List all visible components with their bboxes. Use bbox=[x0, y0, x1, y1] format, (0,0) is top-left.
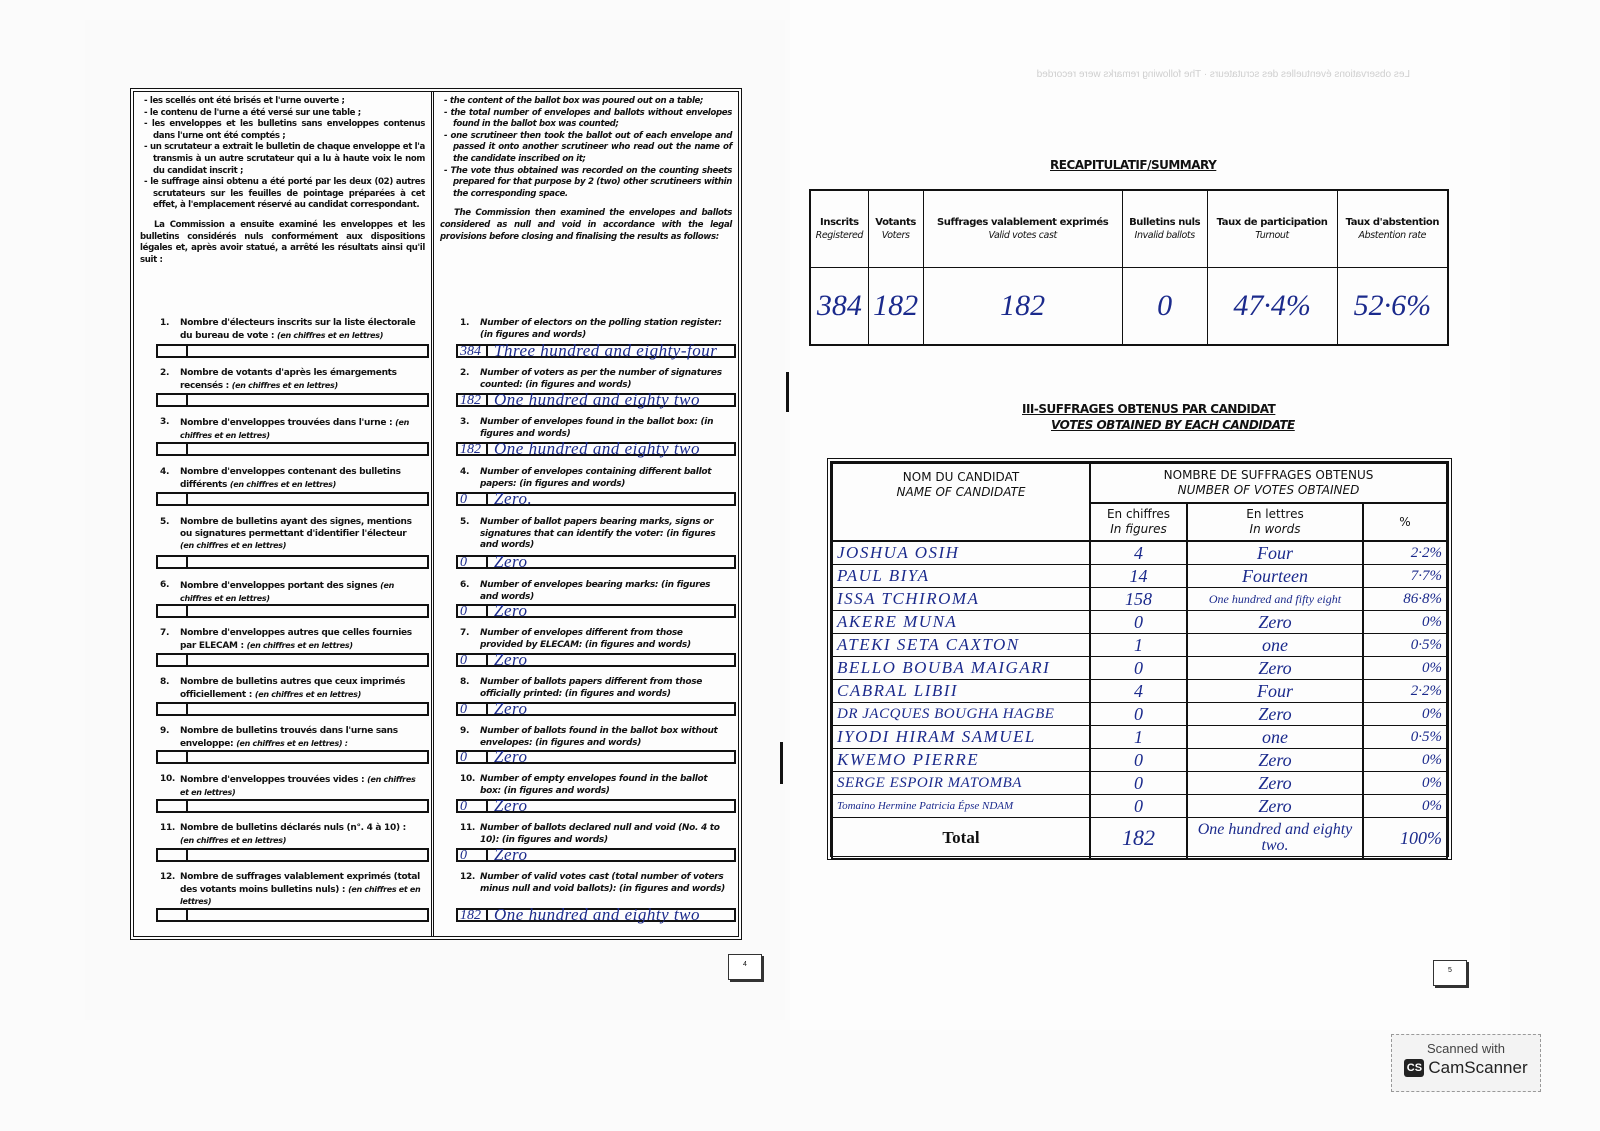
english-answer-box-5[interactable] bbox=[456, 552, 736, 571]
french-question-4 bbox=[140, 467, 425, 491]
answer-words: Zero bbox=[494, 796, 528, 815]
question-number: 7. bbox=[460, 628, 470, 638]
bleed-through-text: Les observations éventuelles des scrutateurs · The following remarks were recorded bbox=[1036, 69, 1410, 80]
question-text: Number of ballots papers different from those officially printed: (in figures and words) bbox=[480, 677, 703, 699]
question-number: 12. bbox=[160, 872, 176, 882]
question-text: Nombre de bulletins trouvés dans l'urne sans enveloppe: (en chiffres et en lettres) : bbox=[180, 726, 398, 749]
question-text: Number of ballots declared null and void (No. 4 to 10): (in figures and words) bbox=[480, 823, 720, 845]
question-text: Nombre d'enveloppes autres que celles fournies par ELECAM : (en chiffres et en lettres) bbox=[180, 628, 412, 651]
question-number: 3. bbox=[460, 417, 470, 427]
question-number: 2. bbox=[160, 368, 170, 378]
english-intro-paragraph: The Commission then examined the envelopes and ballots considered as null and void in accordance with the legal provisions before closing and finalising the results as follows: bbox=[440, 208, 732, 242]
candidates-table-frame bbox=[827, 458, 1452, 860]
candidate-figures: 0 bbox=[1090, 611, 1187, 634]
french-question-10 bbox=[140, 774, 425, 799]
answer-words: Zero bbox=[494, 601, 528, 620]
question-text: Number of voters as per the number of signatures counted: (in figures and words) bbox=[480, 368, 722, 390]
candidate-name: DR JACQUES BOUGHA HAGBE bbox=[832, 703, 1090, 726]
french-answer-box-5[interactable] bbox=[156, 555, 429, 569]
question-text: Number of valid votes cast (total number of voters minus null and void ballots): (in figures and words) bbox=[480, 872, 725, 894]
french-bullet: - les scellés ont été brisés et l'urne ouverte ; bbox=[144, 96, 425, 108]
answer-figure: 0 bbox=[458, 606, 488, 616]
question-text: Number of envelopes containing different ballot papers: (in figures and words) bbox=[480, 467, 712, 489]
candidate-name: ATEKI SETA CAXTON bbox=[832, 634, 1090, 657]
minutes-form bbox=[130, 88, 742, 940]
candidate-row bbox=[832, 749, 1447, 772]
english-answer-box-4[interactable] bbox=[456, 489, 736, 508]
total-words: One hundred and eighty two. bbox=[1187, 818, 1363, 859]
page-number-left: 4 bbox=[728, 954, 762, 980]
english-answer-box-10[interactable] bbox=[456, 796, 736, 815]
answer-words: One hundred and eighty two bbox=[494, 439, 700, 458]
candidate-name: KWEMO PIERRE bbox=[832, 749, 1090, 772]
question-number: 8. bbox=[160, 677, 170, 687]
french-answer-box-3[interactable] bbox=[156, 442, 429, 456]
watermark-brand: CamScanner bbox=[1428, 1058, 1528, 1077]
candidate-figures: 0 bbox=[1090, 657, 1187, 680]
question-text: Nombre d'enveloppes portant des signes (en chiffres et en lettres) bbox=[180, 581, 395, 603]
english-question-12 bbox=[440, 872, 732, 895]
candidate-name: Tomaino Hermine Patricia Épse NDAM bbox=[832, 795, 1090, 818]
candidate-words: Four bbox=[1187, 680, 1363, 703]
candidate-words: Zero bbox=[1187, 795, 1363, 818]
header-votes-obtained: NOMBRE DE SUFFRAGES OBTENUS NUMBER OF VOTES OBTAINED bbox=[1090, 463, 1447, 503]
french-column bbox=[134, 92, 434, 936]
french-answer-box-11[interactable] bbox=[156, 848, 429, 862]
french-answer-box-2[interactable] bbox=[156, 393, 429, 407]
english-answer-box-8[interactable] bbox=[456, 699, 736, 718]
summary-registered-value: 384 bbox=[810, 268, 868, 346]
french-question-3 bbox=[140, 417, 425, 442]
english-answer-box-3[interactable] bbox=[456, 439, 736, 458]
candidate-row bbox=[832, 772, 1447, 795]
french-answer-box-8[interactable] bbox=[156, 702, 429, 716]
candidates-table bbox=[831, 462, 1448, 859]
french-question-8 bbox=[140, 677, 425, 701]
answer-words: Zero. bbox=[494, 489, 533, 508]
english-bullet: - one scrutineer then took the ballot out of each envelope and passed it onto another scrutineer who read out the name of the candidate inscribed on it; bbox=[444, 131, 732, 166]
candidate-words: one bbox=[1187, 634, 1363, 657]
candidate-row bbox=[832, 703, 1447, 726]
candidate-words: Four bbox=[1187, 541, 1363, 565]
candidate-row bbox=[832, 680, 1447, 703]
answer-figure: 0 bbox=[458, 850, 488, 860]
candidate-figures: 0 bbox=[1090, 772, 1187, 795]
candidate-row bbox=[832, 588, 1447, 611]
total-percent: 100% bbox=[1363, 818, 1447, 859]
french-question-2 bbox=[140, 368, 425, 392]
candidate-figures: 4 bbox=[1090, 680, 1187, 703]
english-answer-box-6[interactable] bbox=[456, 601, 736, 620]
summary-header-abstention: Taux d'abstention Abstention rate bbox=[1337, 190, 1448, 268]
candidate-words: Fourteen bbox=[1187, 565, 1363, 588]
total-label: Total bbox=[832, 818, 1090, 859]
french-question-6 bbox=[140, 580, 425, 605]
english-question-5 bbox=[440, 517, 732, 552]
english-bullet: - the content of the ballot box was poured out on a table; bbox=[444, 96, 732, 108]
answer-words: Zero bbox=[494, 747, 528, 766]
question-number: 1. bbox=[160, 318, 170, 328]
french-question-11 bbox=[140, 823, 425, 847]
question-number: 5. bbox=[160, 517, 170, 527]
question-number: 8. bbox=[460, 677, 470, 687]
answer-figure: 384 bbox=[458, 346, 488, 356]
question-text: Number of electors on the polling station register: (in figures and words) bbox=[480, 318, 722, 340]
question-text: Nombre d'enveloppes trouvées vides : (en chiffres et en lettres) bbox=[180, 775, 416, 797]
candidate-percent: 0% bbox=[1363, 657, 1447, 680]
candidate-name: IYODI HIRAM SAMUEL bbox=[832, 726, 1090, 749]
french-bullet: - les enveloppes et les bulletins sans enveloppes contenus dans l'urne ont été comptés ; bbox=[144, 119, 425, 142]
english-bullet: - the total number of envelopes and ballots without envelopes found in the ballot box was counted; bbox=[444, 108, 732, 131]
french-question-9 bbox=[140, 726, 425, 750]
question-text: Nombre de bulletins ayant des signes, mentions ou signatures permettant d'identifier l'électeur (en chiffres et en lettres) bbox=[180, 517, 412, 550]
question-number: 11. bbox=[160, 823, 176, 833]
header-words: En lettres In words bbox=[1187, 503, 1363, 541]
french-intro bbox=[140, 96, 425, 266]
candidate-percent: 0% bbox=[1363, 611, 1447, 634]
english-question-2 bbox=[440, 368, 732, 391]
candidate-words: Zero bbox=[1187, 657, 1363, 680]
french-answer-box-10[interactable] bbox=[156, 799, 429, 813]
question-text: Nombre de suffrages valablement exprimés (total des votants moins bulletins nuls) : (en chiffres et en lettres) bbox=[180, 872, 421, 906]
question-number: 4. bbox=[160, 467, 170, 477]
candidate-figures: 14 bbox=[1090, 565, 1187, 588]
french-bullet: - un scrutateur a extrait le bulletin de chaque enveloppe et l'a transmis à un autre scrutateur qui a lu à haute voix le nom du candidat inscrit ; bbox=[144, 142, 425, 177]
candidate-figures: 1 bbox=[1090, 726, 1187, 749]
candidate-figures: 1 bbox=[1090, 634, 1187, 657]
candidate-figures: 4 bbox=[1090, 541, 1187, 565]
english-answer-box-11[interactable] bbox=[456, 845, 736, 864]
english-intro bbox=[440, 96, 732, 243]
question-text: Nombre de votants d'après les émargements recensés : (en chiffres et en lettres) bbox=[180, 368, 397, 391]
question-text: Number of envelopes different from those provided by ELECAM: (in figures and words) bbox=[480, 628, 691, 650]
question-number: 5. bbox=[460, 517, 470, 527]
english-question-11 bbox=[440, 823, 732, 846]
candidate-row bbox=[832, 657, 1447, 680]
candidates-title-fr: III-SUFFRAGES OBTENUS PAR CANDIDAT bbox=[1022, 402, 1276, 416]
answer-figure: 182 bbox=[458, 444, 488, 454]
candidate-percent: 0·5% bbox=[1363, 634, 1447, 657]
question-text: Nombre d'électeurs inscrits sur la liste électorale du bureau de vote : (en chiffres et en lettres) bbox=[180, 318, 416, 341]
candidate-percent: 0% bbox=[1363, 749, 1447, 772]
answer-figure: 0 bbox=[458, 494, 488, 504]
english-question-7 bbox=[440, 628, 732, 651]
candidate-percent: 0% bbox=[1363, 795, 1447, 818]
total-row bbox=[832, 818, 1447, 859]
french-bullet: - le suffrage ainsi obtenu a été porté par les deux (02) autres scrutateurs sur les feuilles de pointage préparées à cet effet, à l'emplacement réservé au candidat correspondant. bbox=[144, 177, 425, 212]
summary-turnout-value: 47·4% bbox=[1207, 268, 1337, 346]
answer-words: Zero bbox=[494, 552, 528, 571]
question-number: 10. bbox=[460, 774, 476, 784]
summary-table bbox=[809, 189, 1449, 346]
english-column bbox=[434, 92, 738, 936]
candidates-title-en: VOTES OBTAINED BY EACH CANDIDATE bbox=[1051, 418, 1295, 432]
french-question-12 bbox=[140, 872, 425, 909]
summary-header-registered: Inscrits Registered bbox=[810, 190, 868, 268]
question-text: Number of envelopes bearing marks: (in figures and words) bbox=[480, 580, 711, 602]
french-answer-box-9[interactable] bbox=[156, 750, 429, 764]
candidate-percent: 86·8% bbox=[1363, 588, 1447, 611]
candidate-figures: 0 bbox=[1090, 749, 1187, 772]
question-text: Nombre d'enveloppes trouvées dans l'urne : (en chiffres et en lettres) bbox=[180, 418, 410, 440]
watermark-line1: Scanned with bbox=[1426, 1041, 1506, 1056]
candidate-percent: 2·2% bbox=[1363, 541, 1447, 565]
candidate-name: CABRAL LIBII bbox=[832, 680, 1090, 703]
candidate-name: JOSHUA OSIH bbox=[832, 541, 1090, 565]
english-question-8 bbox=[440, 677, 732, 700]
candidate-row bbox=[832, 726, 1447, 749]
french-question-5 bbox=[140, 517, 425, 553]
summary-abstention-value: 52·6% bbox=[1337, 268, 1448, 346]
answer-figure: 0 bbox=[458, 557, 488, 567]
candidate-figures: 0 bbox=[1090, 795, 1187, 818]
candidate-name: BELLO BOUBA MAIGARI bbox=[832, 657, 1090, 680]
header-candidate-name: NOM DU CANDIDAT NAME OF CANDIDATE bbox=[832, 463, 1090, 541]
watermark-line2 bbox=[1392, 1058, 1540, 1078]
candidate-words: one bbox=[1187, 726, 1363, 749]
summary-header-voters: Votants Voters bbox=[868, 190, 923, 268]
summary-valid-votes-value: 182 bbox=[923, 268, 1122, 346]
english-answer-box-1[interactable] bbox=[456, 341, 736, 360]
answer-words: Zero bbox=[494, 699, 528, 718]
summary-header-valid-votes: Suffrages valablement exprimés Valid votes cast bbox=[923, 190, 1122, 268]
question-text: Number of ballots found in the ballot box without envelopes: (in figures and words) bbox=[480, 726, 718, 748]
answer-figure: 0 bbox=[458, 655, 488, 665]
candidate-row bbox=[832, 795, 1447, 818]
candidate-words: One hundred and fifty eight bbox=[1187, 588, 1363, 611]
question-number: 2. bbox=[460, 368, 470, 378]
answer-words: Zero bbox=[494, 845, 528, 864]
question-number: 3. bbox=[160, 417, 170, 427]
candidate-figures: 158 bbox=[1090, 588, 1187, 611]
english-question-6 bbox=[440, 580, 732, 603]
question-number: 1. bbox=[460, 318, 470, 328]
candidate-figures: 0 bbox=[1090, 703, 1187, 726]
answer-figure: 182 bbox=[458, 910, 488, 920]
french-bullet: - le contenu de l'urne a été versé sur une table ; bbox=[144, 108, 425, 120]
english-answer-box-7[interactable] bbox=[456, 650, 736, 669]
camscanner-watermark bbox=[1391, 1034, 1541, 1092]
french-answer-box-6[interactable] bbox=[156, 604, 429, 618]
english-answer-box-12[interactable] bbox=[456, 905, 736, 924]
english-bullet: - The vote thus obtained was recorded on the counting sheets prepared for that purpose by 2 (two) other scrutineers within the corresponding space. bbox=[444, 166, 732, 201]
french-intro-paragraph: La Commission a ensuite examiné les enveloppes et les bulletins considérés nuls conformément aux dispositions légales et, après avoir statué, a arrêté les résultats ainsi qu'il suit : bbox=[140, 219, 425, 265]
candidate-row bbox=[832, 541, 1447, 565]
answer-figure: 0 bbox=[458, 801, 488, 811]
answer-figure: 0 bbox=[458, 752, 488, 762]
summary-header-row bbox=[810, 190, 1448, 268]
question-number: 4. bbox=[460, 467, 470, 477]
question-number: 12. bbox=[460, 872, 476, 882]
question-number: 7. bbox=[160, 628, 170, 638]
answer-words: Zero bbox=[494, 650, 528, 669]
question-text: Nombre d'enveloppes contenant des bulletins différents (en chiffres et en lettres) bbox=[180, 467, 401, 490]
candidate-words: Zero bbox=[1187, 703, 1363, 726]
question-number: 9. bbox=[160, 726, 170, 736]
candidate-name: ISSA TCHIROMA bbox=[832, 588, 1090, 611]
question-text: Number of envelopes found in the ballot box: (in figures and words) bbox=[480, 417, 714, 439]
page-number-right: 5 bbox=[1433, 960, 1467, 986]
question-text: Nombre de bulletins autres que ceux imprimés officiellement : (en chiffres et en lettres) bbox=[180, 677, 406, 700]
answer-words: One hundred and eighty two bbox=[494, 390, 700, 409]
question-text: Number of empty envelopes found in the ballot box: (in figures and words) bbox=[480, 774, 708, 796]
french-answer-box-7[interactable] bbox=[156, 653, 429, 667]
english-question-10 bbox=[440, 774, 732, 797]
summary-invalid-value: 0 bbox=[1122, 268, 1207, 346]
english-question-4 bbox=[440, 467, 732, 490]
candidate-row bbox=[832, 565, 1447, 588]
candidate-percent: 0·5% bbox=[1363, 726, 1447, 749]
question-text: Number of ballot papers bearing marks, signs or signatures that can identify the voter: (in figures and words) bbox=[480, 517, 716, 550]
candidate-percent: 0% bbox=[1363, 703, 1447, 726]
question-number: 6. bbox=[460, 580, 470, 590]
english-answer-box-2[interactable] bbox=[456, 390, 736, 409]
binding-mark bbox=[786, 372, 789, 412]
total-figures: 182 bbox=[1090, 818, 1187, 859]
camscanner-logo-icon: CS bbox=[1404, 1059, 1424, 1077]
english-question-9 bbox=[440, 726, 732, 749]
candidate-words: Zero bbox=[1187, 611, 1363, 634]
summary-header-turnout: Taux de participation Turnout bbox=[1207, 190, 1337, 268]
candidate-percent: 2·2% bbox=[1363, 680, 1447, 703]
english-question-1 bbox=[440, 318, 732, 341]
candidate-name: PAUL BIYA bbox=[832, 565, 1090, 588]
french-question-7 bbox=[140, 628, 425, 652]
french-question-1 bbox=[140, 318, 425, 342]
candidate-words: Zero bbox=[1187, 772, 1363, 795]
binding-mark bbox=[780, 742, 783, 784]
question-number: 6. bbox=[160, 580, 170, 590]
french-answer-box-1[interactable] bbox=[156, 344, 429, 358]
question-number: 10. bbox=[160, 774, 176, 784]
question-number: 9. bbox=[460, 726, 470, 736]
english-answer-box-9[interactable] bbox=[456, 747, 736, 766]
candidate-name: AKERE MUNA bbox=[832, 611, 1090, 634]
candidate-percent: 7·7% bbox=[1363, 565, 1447, 588]
candidate-name: SERGE ESPOIR MATOMBA bbox=[832, 772, 1090, 795]
question-number: 11. bbox=[460, 823, 476, 833]
summary-title: RECAPITULATIF/SUMMARY bbox=[1050, 158, 1217, 172]
candidate-row bbox=[832, 611, 1447, 634]
french-answer-box-4[interactable] bbox=[156, 492, 429, 506]
header-figures: En chiffres In figures bbox=[1090, 503, 1187, 541]
question-text: Nombre de bulletins déclarés nuls (n°. 4 à 10) : (en chiffres et en lettres) bbox=[180, 823, 406, 845]
summary-voters-value: 182 bbox=[868, 268, 923, 346]
english-question-3 bbox=[440, 417, 732, 440]
candidate-percent: 0% bbox=[1363, 772, 1447, 795]
summary-header-invalid: Bulletins nuls Invalid ballots bbox=[1122, 190, 1207, 268]
candidate-words: Zero bbox=[1187, 749, 1363, 772]
answer-figure: 182 bbox=[458, 395, 488, 405]
answer-words: One hundred and eighty two bbox=[494, 905, 700, 924]
candidate-row bbox=[832, 634, 1447, 657]
answer-figure: 0 bbox=[458, 704, 488, 714]
answer-words: Three hundred and eighty-four bbox=[494, 341, 718, 360]
header-percent: % bbox=[1363, 503, 1447, 541]
summary-value-row bbox=[810, 268, 1448, 346]
french-answer-box-12[interactable] bbox=[156, 908, 429, 922]
